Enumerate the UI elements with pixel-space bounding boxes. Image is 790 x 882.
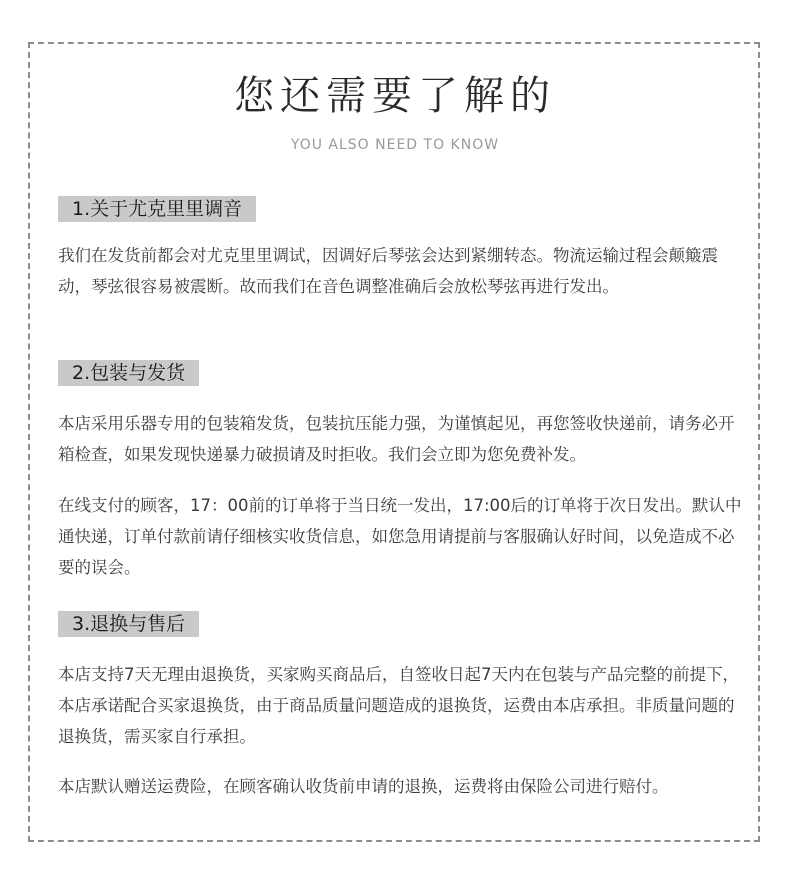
section-returns-paragraph-1: 本店支持7天无理由退换货，买家购买商品后，自签收日起7天内在包装与产品完整的前提下，本店承诺配合买家退换货，由于商品质量问题造成的退换货，运费由本店承担。非质量问题的退换货，需买家自行承担。 [58, 665, 739, 746]
section-heading-tuning: 1.关于尤克里里调音 [58, 196, 256, 222]
section-heading-returns: 3.退换与售后 [58, 611, 199, 637]
section-packaging-paragraph-2: 在线支付的顾客，17：00前的订单将于当日统一发出，17:00后的订单将于次日发出。默认中通快递，订单付款前请仔细核实收货信息，如您急用请提前与客服确认好时间，以免造成不必要的误会。 [58, 496, 742, 577]
section-tuning-paragraph: 我们在发货前都会对尤克里里调试，因调好后琴弦会达到紧绷转态。物流运输过程会颠簸震动，琴弦很容易被震断。故而我们在音色调整准确后会放松琴弦再进行发出。 [58, 246, 718, 296]
section-returns-paragraph-2: 本店默认赠送运费险，在顾客确认收货前申请的退换，运费将由保险公司进行赔付。 [58, 777, 669, 796]
page-subtitle: YOU ALSO NEED TO KNOW [290, 137, 500, 153]
section-heading-packaging: 2.包装与发货 [58, 360, 199, 386]
page-title: 您还需要了解的 [234, 73, 556, 119]
section-packaging-paragraph-1: 本店采用乐器专用的包装箱发货，包装抗压能力强，为谨慎起见，再您签收快递前，请务必开箱检查，如果发现快递暴力破损请及时拒收。我们会立即为您免费补发。 [58, 414, 735, 464]
